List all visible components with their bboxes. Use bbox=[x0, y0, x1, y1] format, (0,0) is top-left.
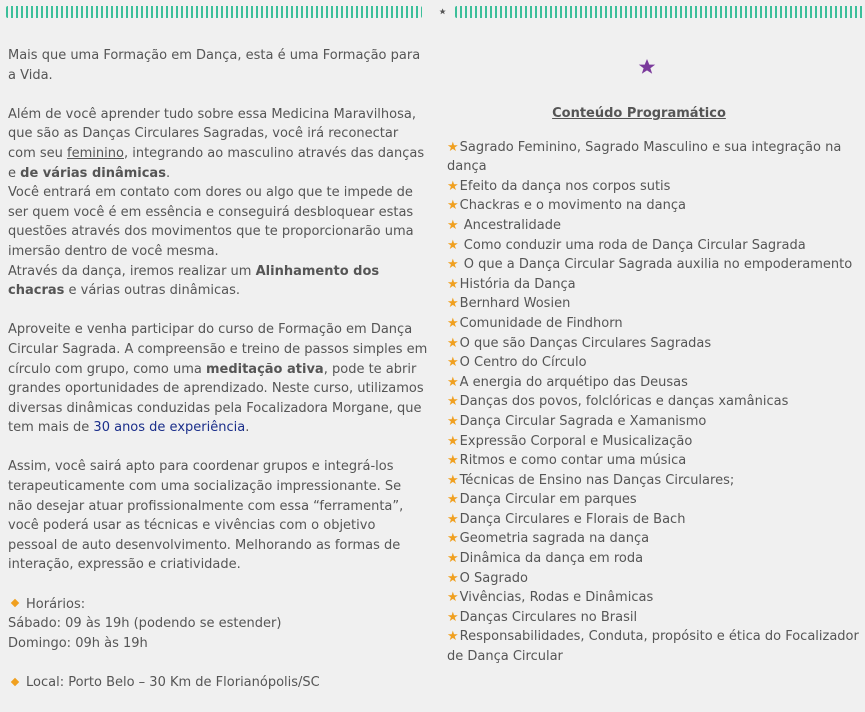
star-icon: ★ bbox=[447, 472, 459, 488]
location: Local: Porto Belo – 30 Km de Florianópolis/SC bbox=[8, 673, 428, 693]
star-icon: ★ bbox=[447, 335, 459, 351]
program-item: ★Dança Circulares e Florais de Bach bbox=[447, 511, 686, 527]
star-icon: ★ bbox=[447, 433, 459, 449]
star-icon: ★ bbox=[447, 257, 459, 273]
star-icon: ★ bbox=[447, 590, 459, 606]
divider-pattern-left bbox=[6, 6, 422, 18]
program-item: ★Chackras e o movimento na dança bbox=[447, 198, 686, 214]
program-list bbox=[447, 138, 865, 667]
star-icon: ★ bbox=[447, 355, 459, 371]
star-icon: ★ bbox=[447, 276, 459, 292]
star-icon: ★ bbox=[447, 217, 459, 233]
program-item: ★Geometria sagrada na dança bbox=[447, 531, 650, 547]
crescent-star-logo-icon bbox=[617, 44, 661, 88]
star-icon: ★ bbox=[447, 511, 459, 527]
star-icon: ★ bbox=[447, 198, 459, 214]
divider-pattern-right bbox=[455, 6, 865, 18]
program-item: ★A energia do arquétipo das Deusas bbox=[447, 374, 688, 390]
program-item: ★Técnicas de Ensino nas Danças Circulares; bbox=[447, 472, 735, 488]
program-item: ★Efeito da dança nos corpos sutis bbox=[447, 178, 671, 194]
course-description bbox=[8, 46, 428, 712]
program-item: ★O que são Danças Circulares Sagradas bbox=[447, 335, 712, 351]
program-item: ★Dança Circular em parques bbox=[447, 492, 637, 508]
star-icon: ★ bbox=[447, 531, 459, 547]
program-item: ★ Como conduzir uma roda de Dança Circular Sagrada bbox=[447, 237, 806, 253]
experience-link[interactable]: 30 anos de experiência bbox=[93, 420, 246, 436]
program-item: ★Responsabilidades, Conduta, propósito e ética do Focalizador de Dança Circular bbox=[447, 629, 859, 665]
star-icon: ★ bbox=[447, 296, 459, 312]
star-icon: ★ bbox=[447, 551, 459, 567]
program-item: ★Dança Circular Sagrada e Xamanismo bbox=[447, 413, 707, 429]
program-item: ★Dinâmica da dança em roda bbox=[447, 551, 644, 567]
course-paragraph: Aproveite e venha participar do curso de Formação em Dança Circular Sagrada. A compreensão e treino de passos simples em círculo com grupo, como uma meditação ativa, pode te abrir grandes oportunidades de aprendizado. Neste curso, utilizamos diversas dinâmicas conduzidas pela Focalizadora Morgane, que tem mais de 30 anos de experiência. bbox=[8, 322, 428, 436]
program-item: ★História da Dança bbox=[447, 276, 576, 292]
program-heading: Conteúdo Programático bbox=[552, 106, 726, 121]
program-item: ★Expressão Corporal e Musicalização bbox=[447, 433, 693, 449]
star-icon: ★ bbox=[447, 237, 459, 253]
program-item: ★Danças Circulares no Brasil bbox=[447, 609, 638, 625]
star-icon: ★ bbox=[447, 453, 459, 469]
program-item: ★O Sagrado bbox=[447, 570, 529, 586]
bold-chacras: Alinhamento dos chacras bbox=[8, 263, 380, 299]
star-icon: ★ bbox=[447, 315, 459, 331]
star-icon: ★ bbox=[447, 629, 459, 645]
program-item: ★Vivências, Rodas e Dinâmicas bbox=[447, 590, 654, 606]
program-item: ★Ritmos e como contar uma música bbox=[447, 453, 687, 469]
star-icon: ★ bbox=[447, 413, 459, 429]
program-item: ★ O que a Dança Circular Sagrada auxilia no empoderamento bbox=[447, 257, 853, 273]
star-icon: ★ bbox=[447, 492, 459, 508]
star-icon: ★ bbox=[447, 139, 459, 155]
diamond-bullet-icon bbox=[11, 599, 19, 607]
bold-meditacao: meditação ativa bbox=[205, 361, 324, 377]
outcome-paragraph: Assim, você sairá apto para coordenar grupos e integrá-los terapeuticamente com uma socialização impressionante. Se não desejar atuar profissionalmente com essa “ferramenta”, você poderá usar as técnicas e vivências com o objetivo pessoal de auto desenvolvimento. Melhorando as formas de interação, expressão e criatividade. bbox=[8, 459, 404, 573]
program-content bbox=[447, 44, 865, 667]
program-item: ★Sagrado Feminino, Sagrado Masculino e sua integração na dança bbox=[447, 139, 842, 175]
bold-dinamicas: de várias dinâmicas bbox=[20, 165, 166, 181]
decorative-divider bbox=[0, 0, 865, 24]
schedule: Horários: Sábado: 09 às 19h (podendo se estender) Domingo: 09h às 19h bbox=[8, 596, 282, 651]
star-icon: ★ bbox=[447, 178, 459, 194]
intro-paragraph: Mais que uma Formação em Dança, esta é uma Formação para a Vida. bbox=[8, 48, 421, 83]
star-icon: ★ bbox=[447, 394, 459, 410]
star-icon: ★ bbox=[447, 374, 459, 390]
program-item: ★Comunidade de Findhorn bbox=[447, 315, 623, 331]
diamond-bullet-icon bbox=[11, 677, 19, 685]
program-item: ★Danças dos povos, folclóricas e danças xamânicas bbox=[447, 394, 789, 410]
crescent-star-icon bbox=[430, 3, 448, 21]
description-paragraph: Além de você aprender tudo sobre essa Medicina Maravilhosa, que são as Danças Circulares Sagradas, você irá reconectar com seu feminino, integrando ao masculino através das danças e de várias dinâmicas. Você entrará em contato com dores ou algo que te impede de ser quem você é em essência e conseguirá desbloquear estas questões através dos movimentos que te proporcionarão uma imersão dentro de você mesma. Através da dança, iremos realizar um Alinhamento dos chacras e várias outras dinâmicas. bbox=[8, 106, 425, 299]
star-icon: ★ bbox=[447, 570, 459, 586]
program-item: ★ Ancestralidade bbox=[447, 217, 561, 233]
feminino-text: feminino bbox=[67, 145, 124, 161]
program-item: ★O Centro do Círculo bbox=[447, 355, 587, 371]
star-icon: ★ bbox=[447, 609, 459, 625]
program-item: ★Bernhard Wosien bbox=[447, 296, 571, 312]
